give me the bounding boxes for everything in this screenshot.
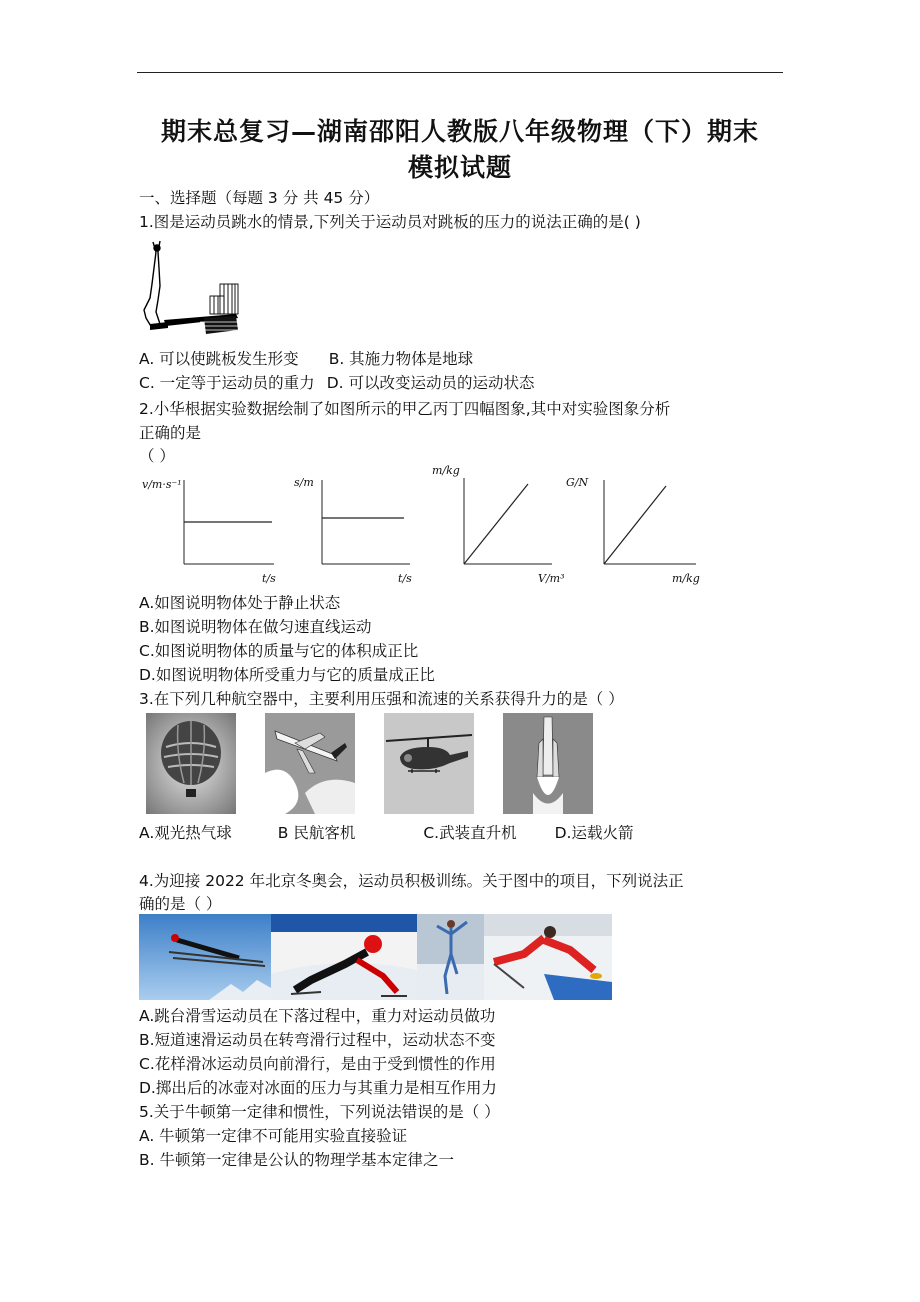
- rocket-image: [503, 713, 593, 814]
- graph-1-ylabel: v/m·s⁻¹: [142, 478, 182, 491]
- graph-3: [432, 464, 565, 585]
- q3-option-d: D.运载火箭: [554, 824, 634, 842]
- question-4-stem-cont: 确的是（ ）: [139, 895, 222, 913]
- q1-option-row-2: [139, 371, 534, 393]
- question-2-stem-cont: 正确的是: [139, 424, 202, 442]
- helicopter-image: [384, 713, 474, 814]
- q4-option-a: A.跳台滑雪运动员在下落过程中，重力对运动员做功: [139, 1007, 496, 1025]
- top-rule: [137, 72, 783, 73]
- q1-option-row-1: [139, 347, 473, 369]
- curling-image: [484, 914, 612, 1000]
- diving-figure: [138, 238, 244, 344]
- figure-skating-image: [417, 914, 484, 1000]
- graph-4-ylabel: G/N: [566, 476, 589, 489]
- graph-4-xlabel: m/kg: [672, 572, 700, 585]
- q2-graphs: [140, 462, 720, 590]
- section-heading: 一、选择题（每题 3 分 共 45 分）: [139, 189, 380, 207]
- q4-option-d: D.掷出后的冰壶对冰面的压力与其重力是相互作用力: [139, 1079, 497, 1097]
- ski-jump-image: [139, 914, 271, 1000]
- question-4-stem: 4.为迎接 2022 年北京冬奥会，运动员积极训练。关于图中的项目，下列说法正: [139, 872, 684, 890]
- q3-options-row: [139, 821, 633, 843]
- graph-2-xlabel: t/s: [398, 572, 412, 585]
- speed-skating-image: [271, 914, 417, 1000]
- q2-option-d: D.如图说明物体所受重力与它的质量成正比: [139, 666, 435, 684]
- q3-option-a: A.观光热气球: [139, 824, 232, 842]
- q4-option-b: B.短道速滑运动员在转弯滑行过程中，运动状态不变: [139, 1031, 496, 1049]
- airliner-image: [265, 713, 355, 814]
- q1-option-a: A. 可以使跳板发生形变: [139, 350, 299, 368]
- graph-4: [566, 476, 700, 585]
- q3-option-c: C.武装直升机: [423, 824, 517, 842]
- q1-option-c: C. 一定等于运动员的重力: [139, 374, 315, 392]
- hot-air-balloon-image: [146, 713, 236, 814]
- question-5-stem: 5.关于牛顿第一定律和惯性，下列说法错误的是（ ）: [139, 1103, 500, 1121]
- question-2-stem: 2.小华根据实验数据绘制了如图所示的甲乙丙丁四幅图象,其中对实验图象分析: [139, 400, 671, 418]
- question-2-paren: （ ）: [139, 447, 175, 465]
- graph-3-ylabel: m/kg: [432, 464, 460, 477]
- q1-option-d: D. 可以改变运动员的运动状态: [326, 374, 535, 392]
- graph-1: [142, 478, 276, 585]
- q2-option-b: B.如图说明物体在做匀速直线运动: [139, 618, 372, 636]
- q2-option-c: C.如图说明物体的质量与它的体积成正比: [139, 642, 419, 660]
- question-1-stem: 1.图是运动员跳水的情景,下列关于运动员对跳板的压力的说法正确的是( ): [139, 213, 641, 231]
- question-3-stem: 3.在下列几种航空器中，主要利用压强和流速的关系获得升力的是（ ）: [139, 690, 624, 708]
- q5-option-b: B. 牛顿第一定律是公认的物理学基本定律之一: [139, 1151, 454, 1169]
- graph-3-xlabel: V/m³: [538, 572, 565, 585]
- page-title: 期末总复习—湖南邵阳人教版八年级物理（下）期末: [160, 117, 759, 146]
- q1-option-b: B. 其施力物体是地球: [328, 350, 474, 368]
- q2-option-a: A.如图说明物体处于静止状态: [139, 594, 341, 612]
- q3-option-b: B 民航客机: [277, 824, 356, 842]
- q5-option-a: A. 牛顿第一定律不可能用实验直接验证: [139, 1127, 408, 1145]
- graph-2: [294, 476, 412, 585]
- q4-option-c: C.花样滑冰运动员向前滑行，是由于受到惯性的作用: [139, 1055, 496, 1073]
- page-title-line2: 模拟试题: [407, 153, 512, 182]
- graph-2-ylabel: s/m: [294, 476, 314, 489]
- graph-1-xlabel: t/s: [262, 572, 276, 585]
